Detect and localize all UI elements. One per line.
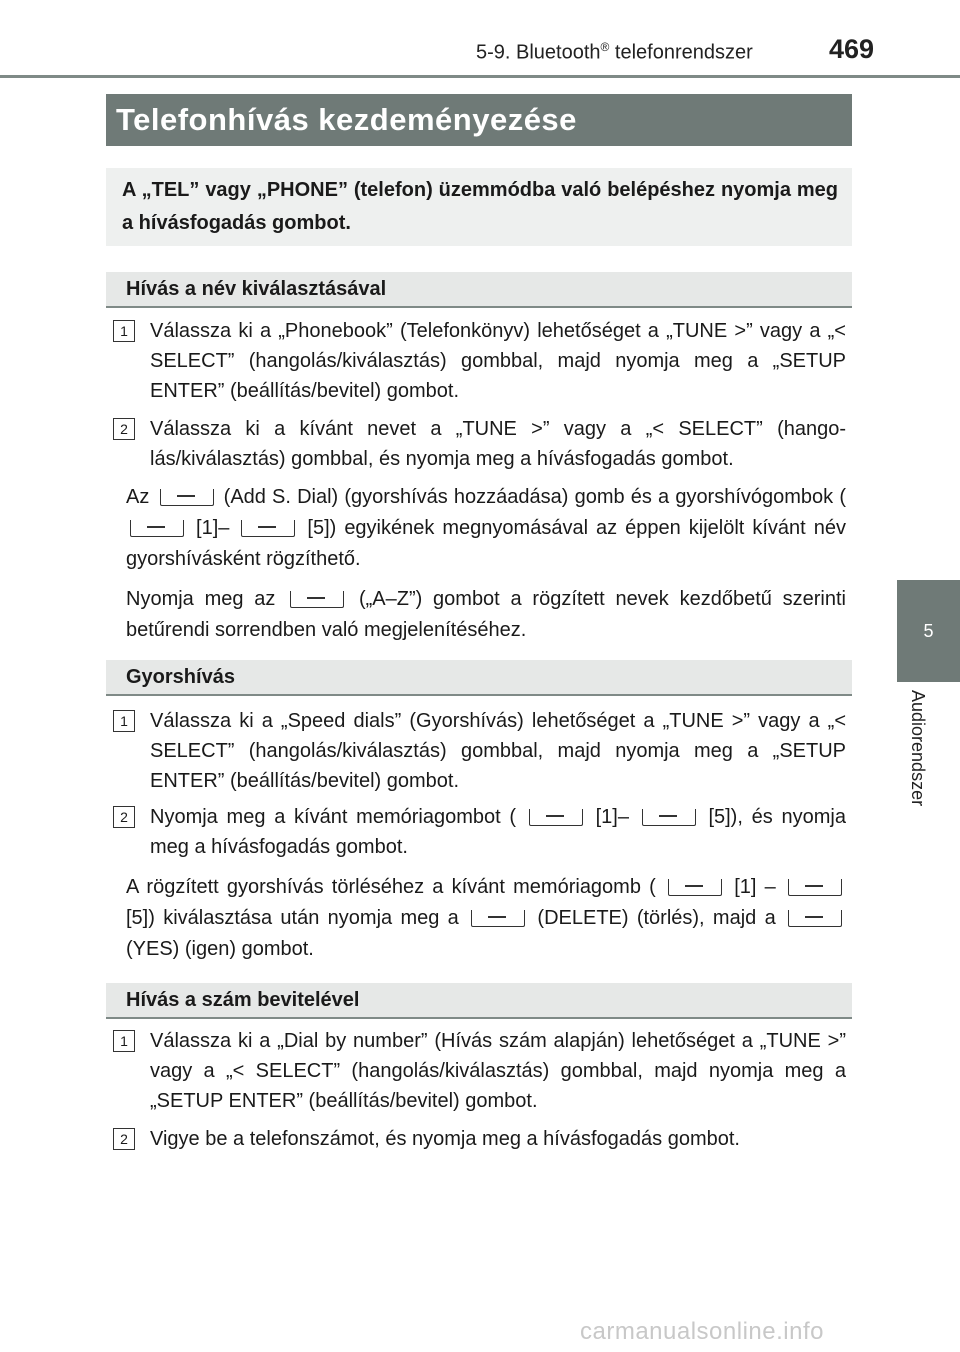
step-number: 1	[113, 1030, 135, 1052]
page-title: Telefonhívás kezdeményezése	[106, 94, 852, 146]
section-heading-speed-dial: Gyorshívás	[106, 660, 852, 696]
step-number: 2	[113, 418, 135, 440]
step-text: Válassza ki a „Speed dials” (Gyorshívás) lehetőséget a „TUNE >” vagy a „< SELECT” (hangolás/kiválasztás) gombbal, majd nyomja meg a „SETUP ENTER” (beállítás/bevitel) gombot.	[150, 710, 846, 792]
memory-button-icon	[130, 520, 184, 537]
memory-button-icon	[668, 879, 722, 896]
note-add-speed-dial: Az (Add S. Dial) (gyorshívás hozzáadása) gomb és a gyorshívógombok ( [1]– [5]) egyikének megnyomásával az éppen kijelölt kívánt név gyorshívásként rögzíthető.	[126, 486, 846, 570]
running-header: 5-9. Bluetooth® telefonrendszer	[476, 40, 753, 64]
memory-button-icon	[642, 809, 696, 826]
delete-button-icon	[471, 910, 525, 927]
step-number: 1	[113, 320, 135, 342]
yes-button-icon	[788, 910, 842, 927]
a-z-button-icon	[290, 591, 344, 608]
header-divider	[0, 75, 960, 78]
step-number: 2	[113, 1128, 135, 1150]
step-number: 2	[113, 806, 135, 828]
chapter-tab: 5	[897, 580, 960, 682]
memory-button-icon	[241, 520, 295, 537]
chapter-label: Audiorendszer	[908, 690, 928, 807]
section-heading-number-dial: Hívás a szám bevitelével	[106, 983, 852, 1019]
watermark: carmanualsonline.info	[580, 1318, 824, 1345]
step-text: Vigye be a telefonszámot, és nyomja meg a hívásfogadás gombot.	[150, 1128, 740, 1150]
note-alphabetical: Nyomja meg az („A–Z”) gombot a rögzített nevek kezdőbetű szerinti betűrendi sorrendben való megjelenítéséhez.	[126, 588, 847, 641]
step-text: Válassza ki a „Phonebook” (Telefonkönyv) lehetőséget a „TUNE >” vagy a „< SELECT” (hangolás/kiválasztás) gombbal, majd nyomja meg a „SETUP ENTER” (beállítás/bevitel) gombot.	[150, 320, 846, 402]
add-speed-dial-button-icon	[160, 489, 214, 506]
note-delete-speed-dial: A rögzített gyorshívás törléséhez a kívánt memóriagomb ( [1] – [5]) kiválasztása után nyomja meg a (DELETE) (törlés), majd a (YES) (igen) gombot.	[126, 872, 846, 965]
section-heading-name-dial: Hívás a név kiválasztásával	[106, 272, 852, 308]
step-text: Válassza ki a „Dial by number” (Hívás szám alapján) lehetőséget a „TUNE >” vagy a „< SELECT” (hangolás/kiválasztás) gombbal, majd nyomja meg a „SETUP ENTER” (beállítás/bevitel) gombot.	[150, 1030, 846, 1112]
intro-box: A „TEL” vagy „PHONE” (telefon) üzemmódba való belépéshez nyomja meg a hívásfogadás gombot.	[106, 168, 852, 246]
memory-button-icon	[788, 879, 842, 896]
step-number: 1	[113, 710, 135, 732]
page-number: 469	[829, 34, 875, 64]
memory-button-icon	[529, 809, 583, 826]
step-text: Nyomja meg a kívánt memóriagombot ( [1]– [5]), és nyomja meg a hívásfogadás gombot.	[150, 806, 846, 858]
step-text: Válassza ki a kívánt nevet a „TUNE >” vagy a „< SELECT” (hango-lás/kiválasztás) gombbal, és nyomja meg a hívásfogadás gombot.	[150, 418, 846, 470]
